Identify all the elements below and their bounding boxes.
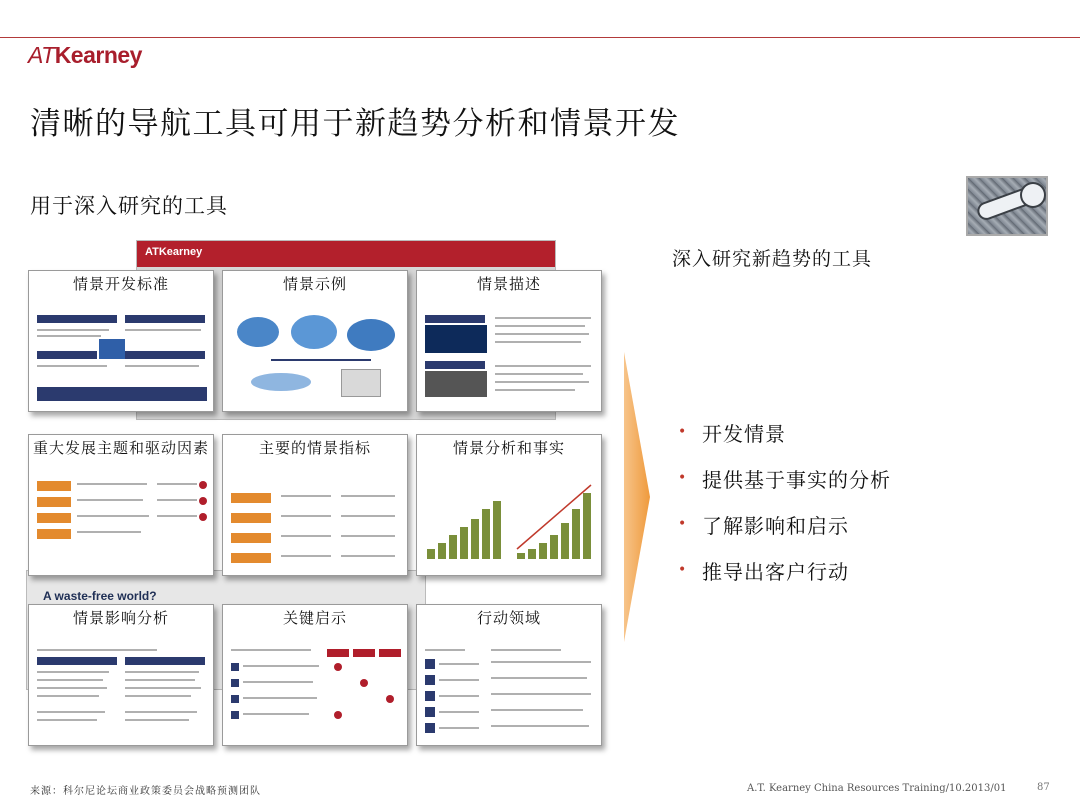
- card-title: 关键启示: [282, 609, 347, 627]
- card-impact-analysis: [28, 604, 214, 746]
- card-key-takeaways: [222, 604, 408, 746]
- page-number: 87: [1037, 782, 1050, 793]
- card-title: 情景开发标准: [72, 275, 169, 293]
- card-scenario-description: [416, 270, 602, 412]
- card-title: 情景示例: [282, 275, 347, 293]
- bullet-item: • 了解影响和启示: [678, 514, 849, 538]
- waste-title: A waste-free world?: [43, 589, 157, 603]
- tool-collage: [26, 240, 616, 755]
- card-title: 情景描述: [476, 275, 541, 293]
- card-title: 情景分析和事实: [452, 439, 565, 457]
- card-scenario-facts: [416, 434, 602, 576]
- card-title: 重大发展主题和驱动因素: [32, 439, 209, 457]
- card-title: 情景影响分析: [72, 609, 169, 627]
- footer-credit: A.T. Kearney China Resources Training/10.2013/01: [747, 783, 1007, 794]
- card-scenario-examples: [222, 270, 408, 412]
- tools-heading: 深入研究新趋势的工具: [672, 248, 873, 270]
- top-rule: [0, 37, 1080, 38]
- kearney-logo: ATKearney: [28, 42, 142, 68]
- card-title: 主要的情景指标: [258, 439, 371, 457]
- page-title: 清晰的导航工具可用于新趋势分析和情景开发: [30, 106, 680, 142]
- card-key-themes-drivers: [28, 434, 214, 576]
- card-scenario-criteria: [28, 270, 214, 412]
- bullet-item: • 推导出客户行动: [678, 560, 849, 584]
- bullet-item: • 提供基于事实的分析: [678, 468, 891, 492]
- card-scenario-indicators: [222, 434, 408, 576]
- bullet-list: [676, 418, 891, 602]
- card-action-fields: [416, 604, 602, 746]
- source-note: 来源：科尔尼论坛商业政策委员会战略预测团队: [30, 786, 261, 797]
- arrow-right-icon: [624, 352, 650, 642]
- mini-bar-charts: [425, 479, 595, 569]
- page-subtitle: 用于深入研究的工具: [30, 194, 228, 218]
- card-title: 行动领域: [476, 609, 541, 627]
- wrench-icon: [966, 176, 1048, 236]
- background-slide-logo: ATKearney: [145, 246, 203, 258]
- bullet-item: • 开发情景: [678, 422, 786, 446]
